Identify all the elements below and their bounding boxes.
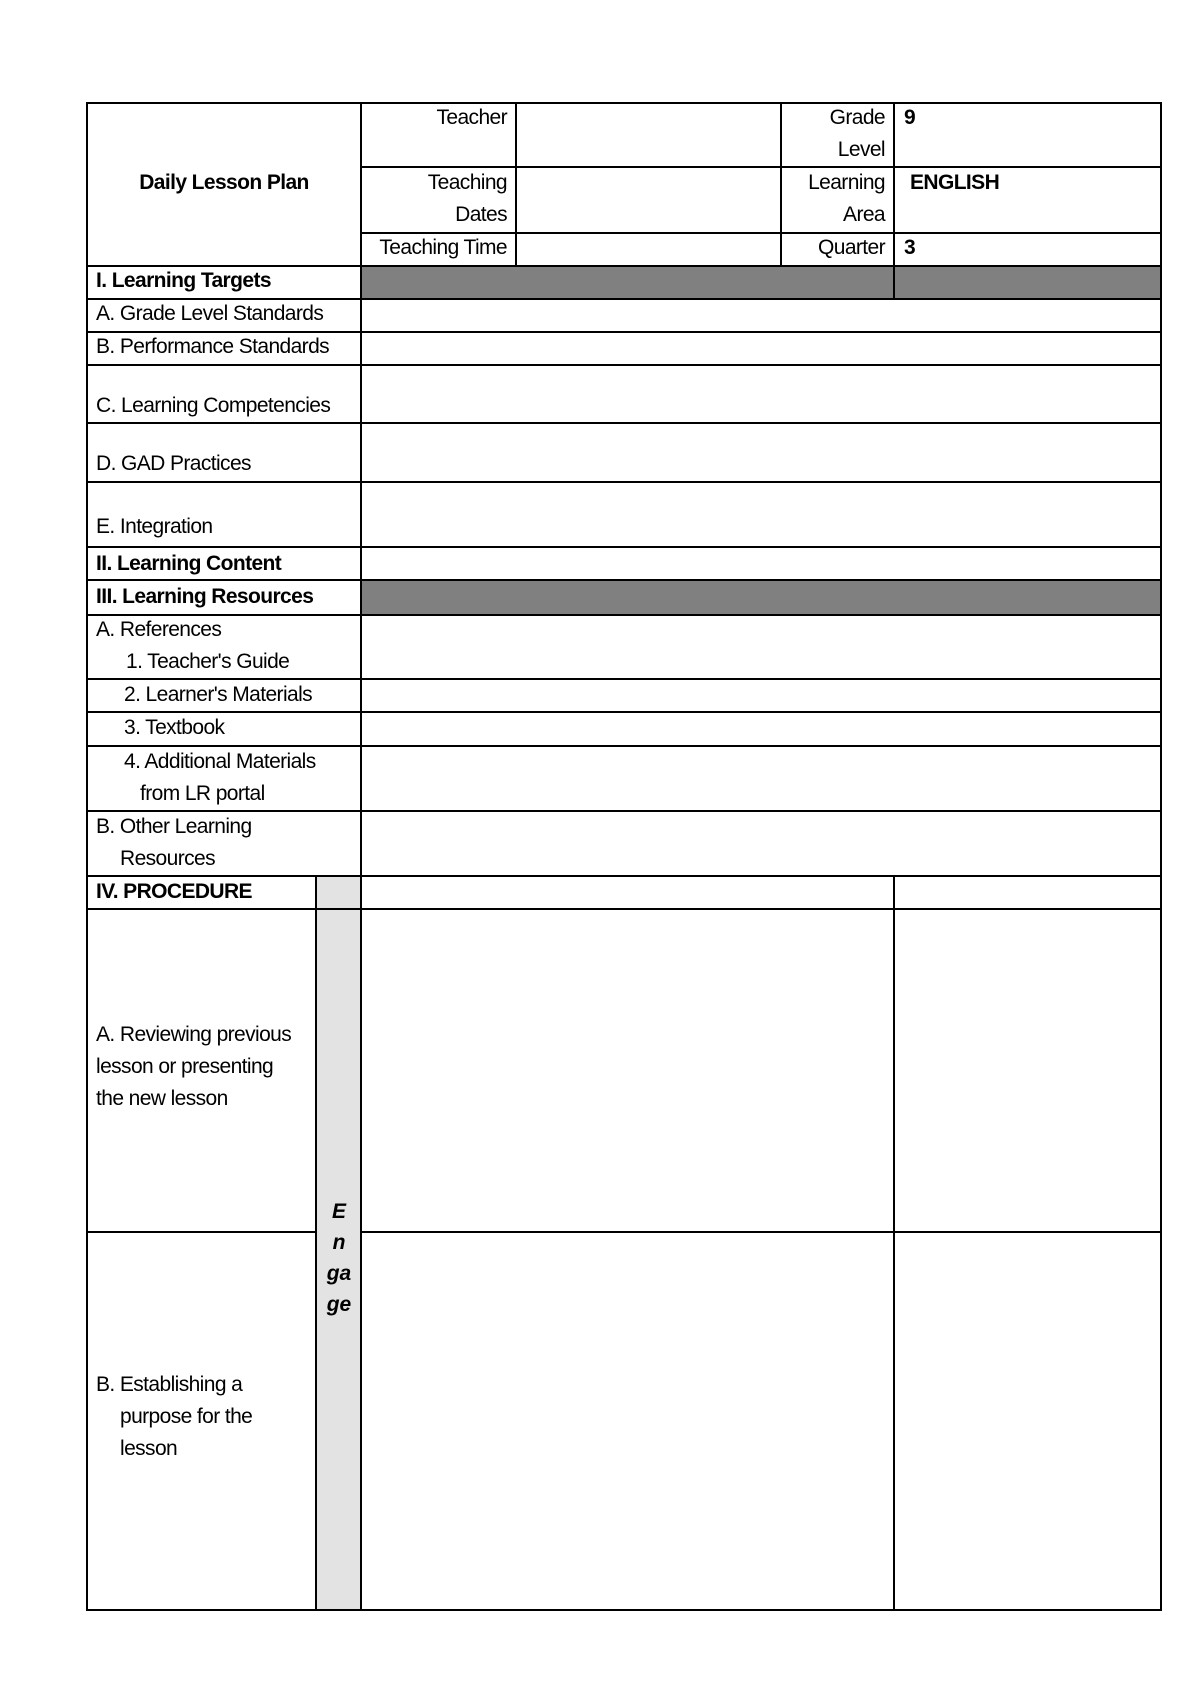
learners-materials-label: 2. Learner's Materials bbox=[124, 683, 313, 706]
engage-phase-line1: E bbox=[331, 1200, 346, 1223]
step-b-label-line2: purpose for the bbox=[120, 1405, 253, 1428]
step-a-activity-field[interactable] bbox=[362, 910, 893, 1231]
other-resources-label-line2: Resources bbox=[120, 847, 215, 870]
references-label: A. References bbox=[96, 618, 222, 641]
teaching-dates-label-line2: Dates bbox=[455, 203, 507, 226]
step-a-notes-field[interactable] bbox=[895, 910, 1160, 1231]
engage-phase-line3: ga bbox=[326, 1262, 352, 1285]
teachers-guide-field[interactable] bbox=[362, 616, 1160, 678]
step-b-label-line3: lesson bbox=[120, 1437, 178, 1460]
learning-area-value: ENGLISH bbox=[910, 171, 1000, 194]
learning-content-heading: II. Learning Content bbox=[96, 552, 282, 575]
learning-competencies-field[interactable] bbox=[362, 366, 1160, 422]
teaching-dates-label-line1: Teaching bbox=[427, 171, 507, 194]
learning-area-label-line2: Area bbox=[843, 203, 885, 226]
textbook-label: 3. Textbook bbox=[124, 716, 225, 739]
procedure-heading: IV. PROCEDURE bbox=[96, 880, 252, 903]
other-resources-label-line1: B. Other Learning bbox=[96, 815, 252, 838]
teacher-field[interactable] bbox=[517, 104, 780, 166]
performance-standards-field[interactable] bbox=[362, 333, 1160, 364]
additional-materials-field[interactable] bbox=[362, 747, 1160, 810]
performance-standards-label: B. Performance Standards bbox=[96, 335, 330, 358]
integration-field[interactable] bbox=[362, 483, 1160, 546]
integration-label: E. Integration bbox=[96, 515, 213, 538]
step-a-label-line3: the new lesson bbox=[96, 1087, 228, 1110]
learning-competencies-label: C. Learning Competencies bbox=[96, 394, 331, 417]
learning-targets-shading bbox=[362, 266, 1162, 298]
additional-materials-label-line2: from LR portal bbox=[140, 782, 265, 805]
engage-phase-line2: n bbox=[332, 1231, 346, 1254]
other-resources-field[interactable] bbox=[362, 812, 1160, 875]
textbook-field[interactable] bbox=[362, 713, 1160, 745]
gad-practices-field[interactable] bbox=[362, 424, 1160, 481]
teaching-dates-field[interactable] bbox=[517, 168, 780, 232]
grade-level-label-line2: Level bbox=[837, 138, 885, 161]
gad-practices-label: D. GAD Practices bbox=[96, 452, 251, 475]
teaching-time-label: Teaching Time bbox=[379, 236, 507, 259]
step-a-label-line2: lesson or presenting bbox=[96, 1055, 274, 1078]
additional-materials-label-line1: 4. Additional Materials bbox=[124, 750, 316, 773]
learners-materials-field[interactable] bbox=[362, 680, 1160, 711]
quarter-label: Quarter bbox=[818, 236, 885, 259]
learning-resources-shading bbox=[362, 581, 1162, 614]
step-b-label-line1: B. Establishing a bbox=[96, 1373, 243, 1396]
quarter-value: 3 bbox=[904, 236, 916, 259]
step-b-notes-field[interactable] bbox=[895, 1233, 1160, 1609]
grade-level-standards-label: A. Grade Level Standards bbox=[96, 302, 324, 325]
grade-level-label-line1: Grade bbox=[829, 106, 885, 129]
learning-targets-heading: I. Learning Targets bbox=[96, 269, 271, 292]
learning-content-field[interactable] bbox=[362, 548, 1160, 579]
teaching-time-field[interactable] bbox=[517, 234, 780, 265]
teachers-guide-label: 1. Teacher's Guide bbox=[126, 650, 290, 673]
learning-area-label-line1: Learning bbox=[808, 171, 885, 194]
step-b-activity-field[interactable] bbox=[362, 1233, 893, 1609]
step-a-label-line1: A. Reviewing previous bbox=[96, 1023, 292, 1046]
teacher-label: Teacher bbox=[436, 106, 507, 129]
engage-phase-line4: ge bbox=[326, 1293, 352, 1316]
grade-level-standards-field[interactable] bbox=[362, 300, 1160, 331]
page-title: Daily Lesson Plan bbox=[139, 171, 309, 194]
learning-resources-heading: III. Learning Resources bbox=[96, 585, 314, 608]
grade-level-value: 9 bbox=[904, 106, 916, 129]
